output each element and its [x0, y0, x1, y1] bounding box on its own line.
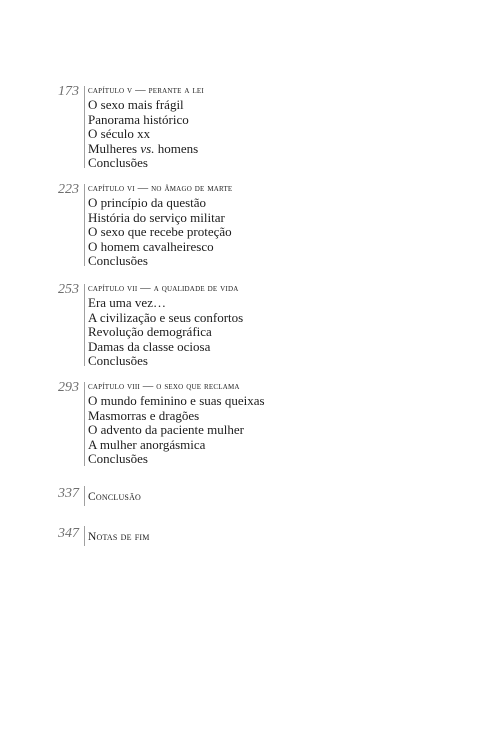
section-item: Panorama histórico [88, 111, 189, 127]
vertical-rule [84, 486, 85, 506]
section-item: O sexo mais frágil [88, 97, 184, 112]
section-text: Mulheres [88, 140, 141, 156]
section-text: homens [154, 140, 199, 156]
chapter-title: capítulo vi — no âmago de marte [88, 183, 233, 194]
section-item: Revolução demográfica [88, 324, 212, 340]
section-item: A mulher anorgásmica [88, 436, 206, 452]
page-number: 223 [58, 182, 79, 197]
page-number: 337 [58, 486, 79, 501]
chapter-title: capítulo vii — a qualidade de vida [88, 283, 239, 294]
vertical-rule [84, 284, 85, 366]
conclusion-title: Conclusão [88, 491, 142, 503]
section-item: O século xx [88, 126, 151, 142]
section-item: O advento da paciente mulher [88, 422, 244, 438]
page-number: 253 [58, 282, 79, 297]
section-item: Masmorras e dragões [88, 407, 200, 423]
section-item: O sexo que recebe proteção [88, 224, 232, 240]
page-number: 347 [58, 526, 79, 541]
page-number: 293 [58, 380, 79, 395]
section-item: A civilização e seus confortos [88, 309, 244, 325]
vertical-rule [84, 86, 85, 168]
page-number: 173 [58, 84, 79, 99]
section-item: História do serviço militar [88, 209, 225, 225]
section-item: Conclusões [88, 253, 148, 269]
section-item: Conclusões [88, 155, 148, 171]
section-item: O homem cavalheiresco [88, 238, 214, 254]
vertical-rule [84, 184, 85, 266]
notes-title: Notas de fim [88, 531, 150, 543]
section-item-mulheres-vs-homens [88, 142, 468, 157]
section-item: Damas da classe ociosa [88, 338, 211, 354]
section-item: Conclusões [88, 353, 148, 369]
chapter-title: capítulo viii — o sexo que reclama [88, 381, 240, 392]
vertical-rule [84, 526, 85, 546]
section-item: O mundo feminino e suas queixas [88, 393, 265, 408]
chapter-title: capítulo v — perante a lei [88, 85, 204, 96]
section-item: Conclusões [88, 451, 148, 467]
section-text-italic: vs. [140, 140, 155, 156]
vertical-rule [84, 382, 85, 466]
section-item: O princípio da questão [88, 195, 207, 210]
section-item: Era uma vez… [88, 295, 166, 310]
